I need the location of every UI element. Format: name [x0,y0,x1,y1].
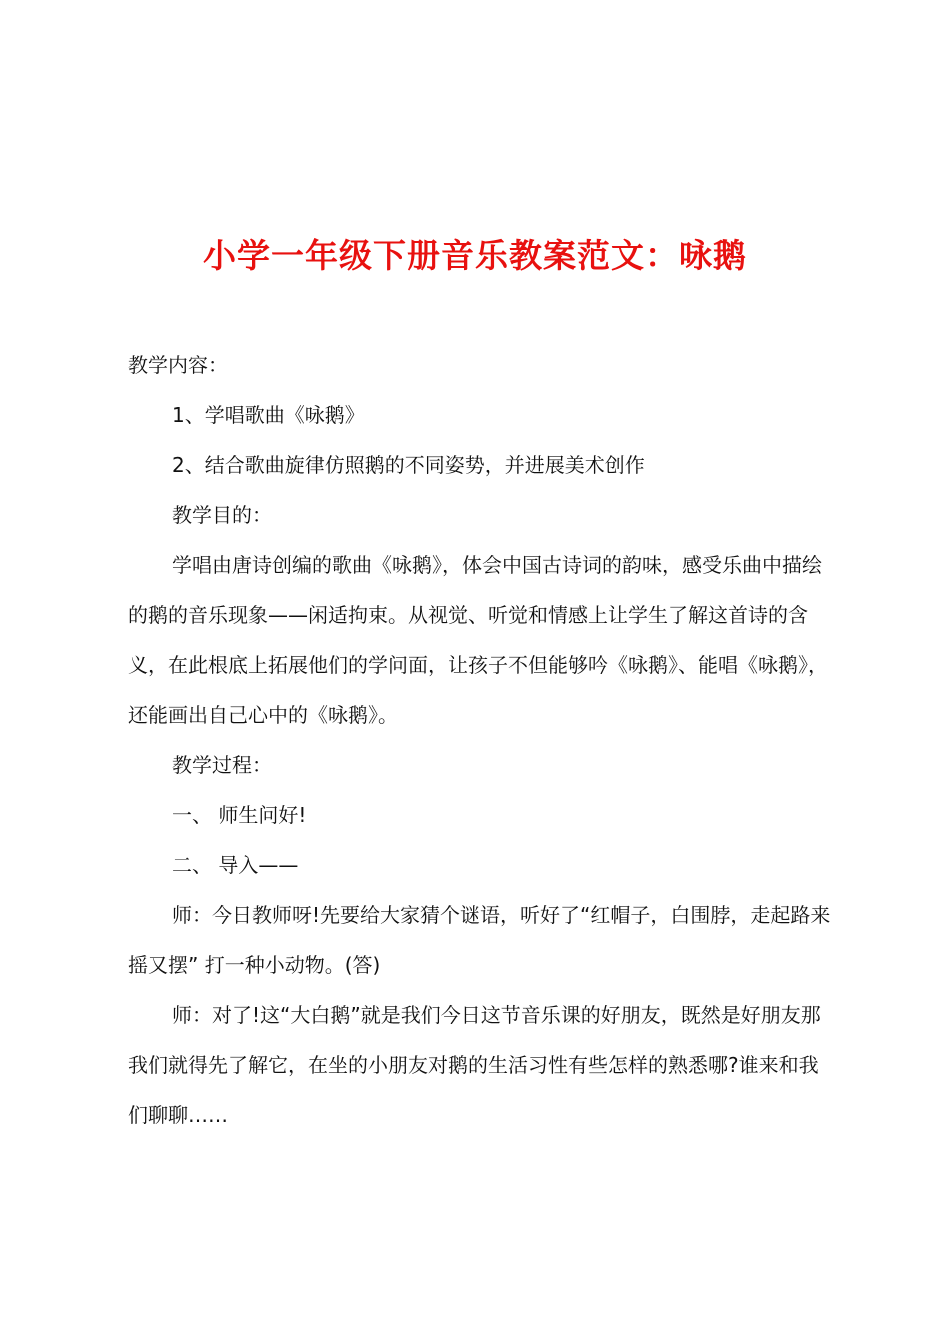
section-heading-goal: 教学目的： [172,503,272,527]
section-heading-process: 教学过程： [172,753,272,777]
document-body [128,340,834,1140]
document-title: 小学一年级下册音乐教案范文：咏鹅 [203,236,747,276]
paragraph: 一、 师生问好! [172,803,307,827]
paragraph: 2、结合歌曲旋律仿照鹅的不同姿势，并进展美术创作 [172,453,645,477]
paragraph: 师：今日教师呀!先要给大家猜个谜语，听好了“红帽子，白围脖，走起路来摇又摆” 打一种小动物。(答) [128,903,831,977]
paragraph: 1、学唱歌曲《咏鹅》 [172,403,365,427]
paragraph: 学唱由唐诗创编的歌曲《咏鹅》，体会中国古诗词的韵味，感受乐曲中描绘的鹅的音乐现象——闲适拘束。从视觉、听觉和情感上让学生了解这首诗的含义，在此根底上拓展他们的学问面，让孩子不但能够吟《咏鹅》、能唱《咏鹅》，还能画出自己心中的《咏鹅》。 [128,553,828,727]
section-heading-content: 教学内容： [128,353,228,377]
paragraph: 二、 导入—— [172,853,299,877]
paragraph: 师：对了!这“大白鹅”就是我们今日这节音乐课的好朋友，既然是好朋友那我们就得先了解它，在坐的小朋友对鹅的生活习性有些怎样的熟悉哪?谁来和我们聊聊…… [128,1003,821,1127]
